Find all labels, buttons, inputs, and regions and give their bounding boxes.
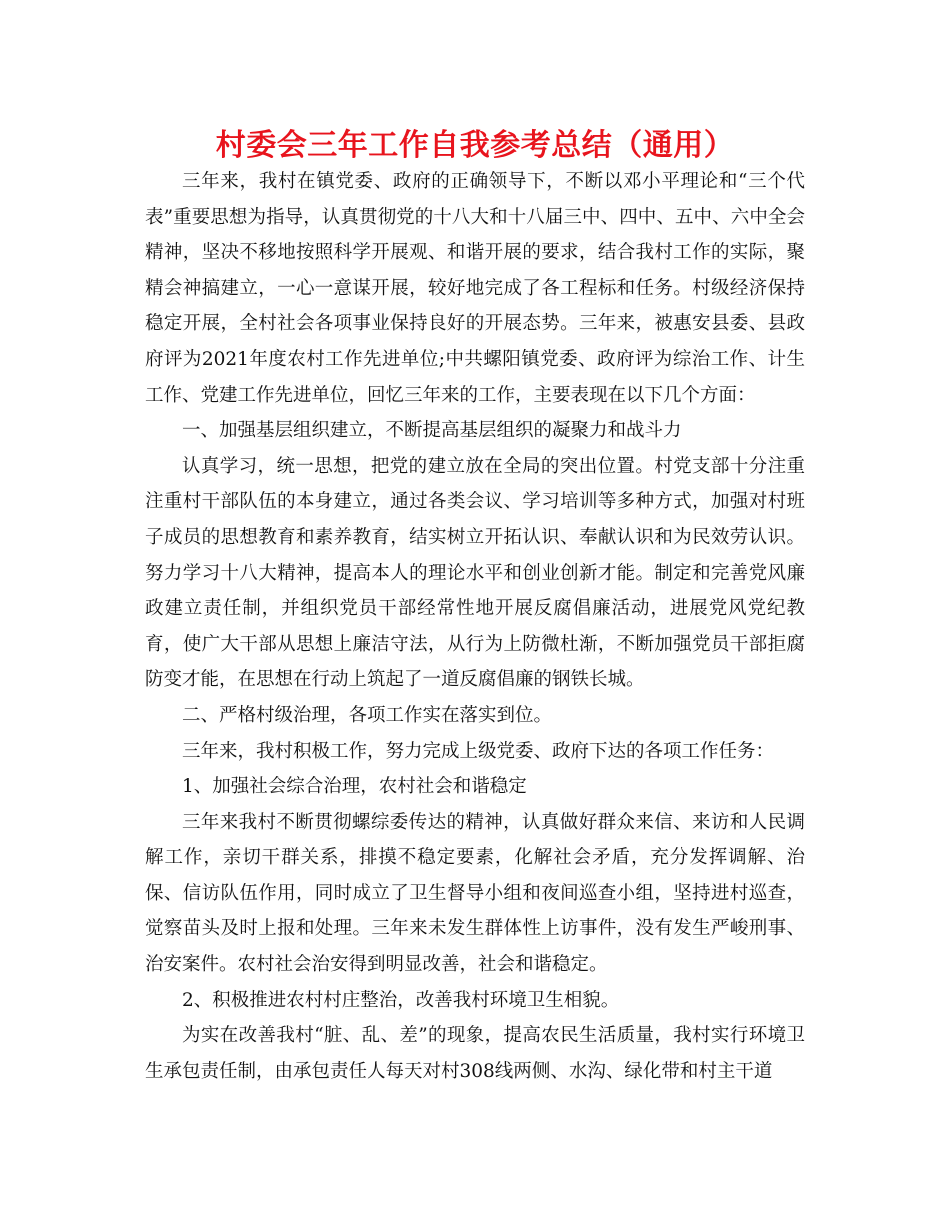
section-heading-1: 一、加强基层组织建立，不断提高基层组织的凝聚力和战斗力 (182, 420, 682, 442)
subsection-heading-2: 2、积极推进农村村庄整治，改善我村环境卫生相貌。 (182, 989, 620, 1011)
document-title: 村委会三年工作自我参考总结（通用） (215, 128, 735, 163)
paragraph-section-1: 认真学习，统一思想，把党的建立放在全局的突出位置。村党支部十分注重注重村干部队伍的本身建立，通过各类会议、学习培训等多种方式，加强对村班子成员的思想教育和素养教育，结实树立开拓认识、奉献认识和为民效劳认识。努力学习十八大精神，提高本人的理论水平和创业创新才能。制定和完善党风廉政建立责任制，并组织党员干部经常性地开展反腐倡廉活动，进展党风党纪教育，使广大干部从思想上廉洁守法，从行为上防微杜渐，不断加强党员干部拒腐防变才能，在思想在行动上筑起了一道反腐倡廉的钢铁长城。 (145, 455, 805, 691)
paragraph-subsection-1: 三年来我村不断贯彻螺综委传达的精神，认真做好群众来信、来访和人民调解工作，亲切干群关系，排摸不稳定要素，化解社会矛盾，充分发挥调解、治保、信访队伍作用，同时成立了卫生督导小组和夜间巡查小组，坚持进村巡查，觉察苗头及时上报和处理。三年来未发生群体性上访事件，没有发生严峻刑事、治安案件。农村社会治安得到明显改善，社会和谐稳定。 (145, 811, 805, 976)
document-body (145, 164, 805, 1089)
section-heading-2: 二、严格村级治理，各项工作实在落实到位。 (182, 704, 553, 726)
subsection-heading-1: 1、加强社会综合治理，农村社会和谐稳定 (182, 776, 527, 798)
paragraph-subsection-2: 为实在改善我村“脏、乱、差”的现象，提高农民生活质量，我村实行环境卫生承包责任制，由承包责任人每天对村308线两侧、水沟、绿化带和村主干道 (145, 1025, 805, 1082)
paragraph-intro: 三年来，我村在镇党委、政府的正确领导下，不断以邓小平理论和“三个代表”重要思想为指导，认真贯彻党的十八大和十八届三中、四中、五中、六中全会精神，坚决不移地按照科学开展观、和谐开展的要求，结合我村工作的实际，聚精会神搞建立，一心一意谋开展，较好地完成了各工程标和任务。村级经济保持稳定开展，全村社会各项事业保持良好的开展态势。三年来，被惠安县委、县政府评为2021年度农村工作先进单位;中共螺阳镇党委、政府评为综治工作、计生工作、党建工作先进单位，回忆三年来的工作，主要表现在以下几个方面： (145, 171, 805, 406)
paragraph-section-2-intro: 三年来，我村积极工作，努力完成上级党委、政府下达的各项工作任务： (182, 740, 775, 762)
